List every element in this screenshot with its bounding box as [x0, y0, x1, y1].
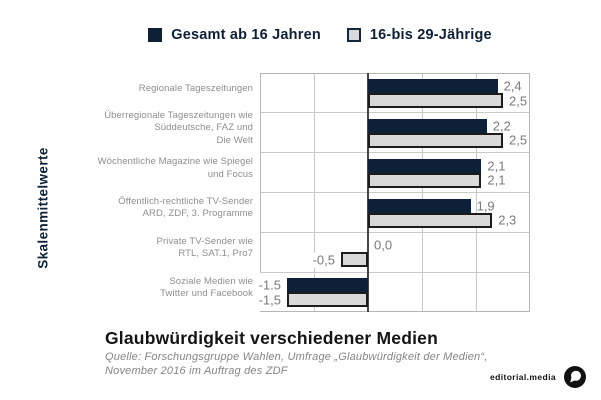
- value-label: 2,3: [498, 212, 517, 228]
- category-label: Private TV-Sender wie RTL, SAT.1, Pro7: [156, 235, 253, 260]
- bar-16-29: [368, 133, 503, 148]
- row-separator: [260, 152, 530, 153]
- value-label: 1,9: [476, 198, 495, 213]
- zero-axis-line: [367, 73, 369, 312]
- legend-swatch-gray-icon: [347, 28, 361, 42]
- plot-area: [260, 73, 530, 312]
- source-line-1: Quelle: Forschungsgruppe Wahlen, Umfrage „Glaubwürdigkeit der Medien“,: [105, 351, 488, 363]
- value-label: -1.5: [258, 277, 281, 293]
- category-label: Überregionale Tageszeitungen wie Süddeutsche, FAZ und Die Welt: [104, 109, 253, 146]
- plot-border-right: [529, 73, 530, 312]
- category-label: Wöchentliche Magazine wie Spiegel und Focus: [97, 156, 253, 180]
- bar-gesamt: [368, 79, 498, 93]
- editorial-media-logo-icon: [563, 365, 587, 389]
- legend-swatch-navy-icon: [148, 28, 162, 42]
- category-label: Öffentlich-rechtliche TV-Sender ARD, ZDF, 3. Programme: [118, 195, 253, 220]
- branding: [490, 365, 587, 389]
- branding-name: editorial.media: [490, 372, 556, 382]
- bar-gesamt: [287, 278, 368, 292]
- category-labels: [88, 73, 253, 312]
- plot-border-bottom: [260, 311, 530, 312]
- value-label: 2,1: [487, 172, 506, 188]
- bar-16-29: [341, 252, 368, 267]
- legend: [130, 27, 510, 43]
- row-separator: [260, 112, 530, 113]
- chart-title: Glaubwürdigkeit verschiedener Medien: [105, 328, 438, 348]
- value-label: 2,4: [503, 78, 522, 94]
- bar-16-29: [368, 173, 481, 188]
- value-label: 2,5: [509, 93, 528, 108]
- source-line-2: November 2016 im Auftrag des ZDF: [105, 364, 288, 377]
- y-axis-label: Skalenmittelwerte: [35, 147, 51, 269]
- bar-gesamt: [368, 119, 487, 133]
- bar-gesamt: [368, 199, 471, 213]
- plot-border-top: [260, 73, 530, 74]
- value-label: 2,2: [492, 118, 511, 134]
- plot-border-left: [260, 73, 261, 272]
- legend-item-gesamt: [148, 27, 321, 43]
- bar-gesamt: [368, 159, 481, 173]
- legend-item-16-29: [347, 27, 492, 43]
- source-note: [105, 351, 487, 378]
- row-separator: [260, 232, 530, 233]
- category-label: Regionale Tageszeitungen: [138, 82, 253, 94]
- bar-16-29: [287, 292, 368, 307]
- row-separator: [260, 192, 530, 193]
- value-label: 2,5: [509, 132, 528, 148]
- value-label: 2,1: [487, 158, 506, 174]
- value-label: -1,5: [258, 292, 281, 308]
- legend-label-gesamt: Gesamt ab 16 Jahren: [171, 27, 321, 43]
- value-label: -0,5: [312, 252, 335, 268]
- row-separator: [260, 272, 530, 273]
- value-label: 0,0: [374, 237, 393, 253]
- category-label: Soziale Medien wie Twitter und Facebook: [160, 275, 253, 300]
- bar-16-29: [368, 93, 503, 108]
- bar-16-29: [368, 213, 492, 228]
- legend-label-16-29: 16-bis 29-Jährige: [369, 27, 492, 43]
